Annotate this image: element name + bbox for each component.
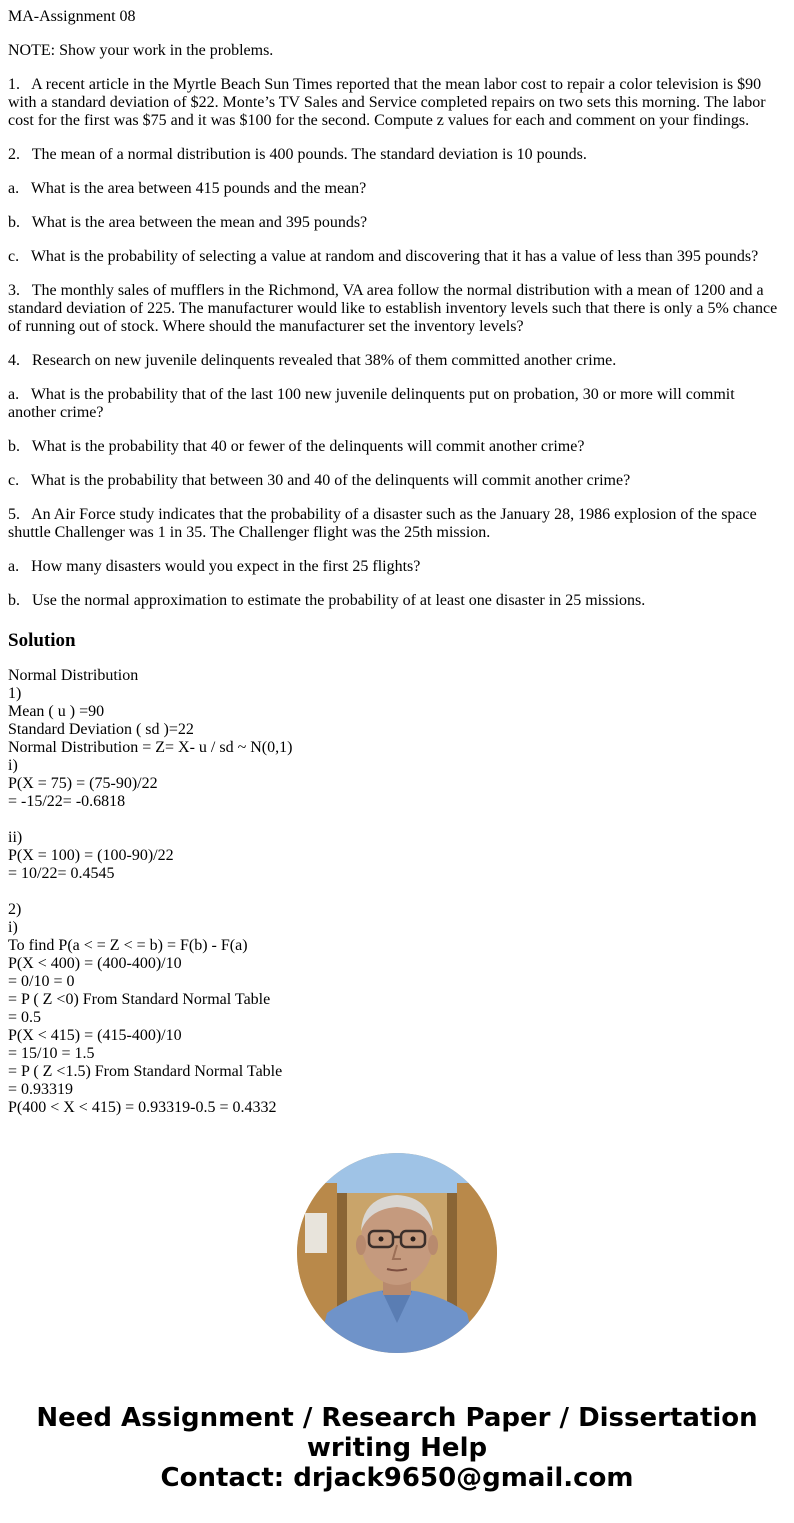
- solution-blank-line: [8, 811, 780, 829]
- promo-line-2: writing Help: [306, 1433, 488, 1463]
- solution-heading: Solution: [8, 630, 76, 651]
- solution-blank-line: [8, 883, 780, 901]
- author-photo-icon: [297, 1153, 497, 1353]
- solution-line: P(X = 100) = (100-90)/22: [8, 847, 174, 864]
- question-4a: a. What is the probability that of the last 100 new juvenile delinquents put on probation, 30 or more will commit another crime?: [8, 386, 739, 421]
- question-1: 1. A recent article in the Myrtle Beach Sun Times reported that the mean labor cost to repair a color television is $90 with a standard deviation of $22. Monte’s TV Sales and Service completed repairs on two sets this morning. The labor cost for the first was $75 and it was $100 for the second. Compute z values for each and comment on your findings.: [8, 76, 770, 129]
- question-5a: a. How many disasters would you expect in the first 25 flights?: [8, 558, 421, 575]
- promo-line-1: Need Assignment / Research Paper / Dissertation: [36, 1403, 758, 1433]
- question-4c: c. What is the probability that between 30 and 40 of the delinquents will commit another crime?: [8, 472, 631, 489]
- solution-line: Standard Deviation ( sd )=22: [8, 721, 194, 738]
- question-2: 2. The mean of a normal distribution is 400 pounds. The standard deviation is 10 pounds.: [8, 146, 587, 163]
- solution-line: Mean ( u ) =90: [8, 703, 105, 720]
- solution-line: 2): [8, 901, 22, 918]
- solution-line: P(X = 75) = (75-90)/22: [8, 775, 158, 792]
- solution-body: [8, 667, 780, 1117]
- solution-line: = 0.93319: [8, 1081, 74, 1098]
- document-note: NOTE: Show your work in the problems.: [8, 42, 274, 59]
- document-body: [8, 8, 780, 1117]
- solution-line: P(400 < X < 415) = 0.93319-0.5 = 0.4332: [8, 1099, 277, 1116]
- question-4b: b. What is the probability that 40 or fewer of the delinquents will commit another crime?: [8, 438, 585, 455]
- promo-contact: Contact: drjack9650@gmail.com: [160, 1463, 634, 1493]
- solution-line: Normal Distribution = Z= X- u / sd ~ N(0,1): [8, 739, 293, 756]
- question-3: 3. The monthly sales of mufflers in the Richmond, VA area follow the normal distribution with a mean of 1200 and a standard deviation of 225. The manufacturer would like to establish inventory levels such that there is only a 5% chance of running out of stock. Where should the manufacturer set the inventory levels?: [8, 282, 782, 335]
- solution-line: = 10/22= 0.4545: [8, 865, 115, 882]
- question-4: 4. Research on new juvenile delinquents revealed that 38% of them committed another crime.: [8, 352, 617, 369]
- solution-line: = P ( Z <0) From Standard Normal Table: [8, 991, 271, 1008]
- promo-banner: [0, 1403, 794, 1493]
- question-5b: b. Use the normal approximation to estimate the probability of at least one disaster in 25 missions.: [8, 592, 646, 609]
- solution-line: = 15/10 = 1.5: [8, 1045, 95, 1062]
- solution-line: i): [8, 919, 18, 936]
- question-2a: a. What is the area between 415 pounds and the mean?: [8, 180, 367, 197]
- question-5: 5. An Air Force study indicates that the probability of a disaster such as the January 28, 1986 explosion of the space shuttle Challenger was 1 in 35. The Challenger flight was the 25th mission.: [8, 506, 761, 541]
- solution-line: = 0.5: [8, 1009, 42, 1026]
- solution-line: Normal Distribution: [8, 667, 139, 684]
- document-title: MA-Assignment 08: [8, 8, 136, 25]
- question-2c: c. What is the probability of selecting a value at random and discovering that it has a value of less than 395 pounds?: [8, 248, 759, 265]
- solution-line: i): [8, 757, 18, 774]
- solution-line: ii): [8, 829, 23, 846]
- solution-line: 1): [8, 685, 22, 702]
- solution-line: P(X < 415) = (415-400)/10: [8, 1027, 182, 1044]
- solution-line: = -15/22= -0.6818: [8, 793, 126, 810]
- solution-line: = P ( Z <1.5) From Standard Normal Table: [8, 1063, 283, 1080]
- question-2b: b. What is the area between the mean and 395 pounds?: [8, 214, 368, 231]
- author-avatar: [297, 1153, 497, 1353]
- solution-line: P(X < 400) = (400-400)/10: [8, 955, 182, 972]
- solution-line: To find P(a < = Z < = b) = F(b) - F(a): [8, 937, 248, 954]
- solution-line: = 0/10 = 0: [8, 973, 75, 990]
